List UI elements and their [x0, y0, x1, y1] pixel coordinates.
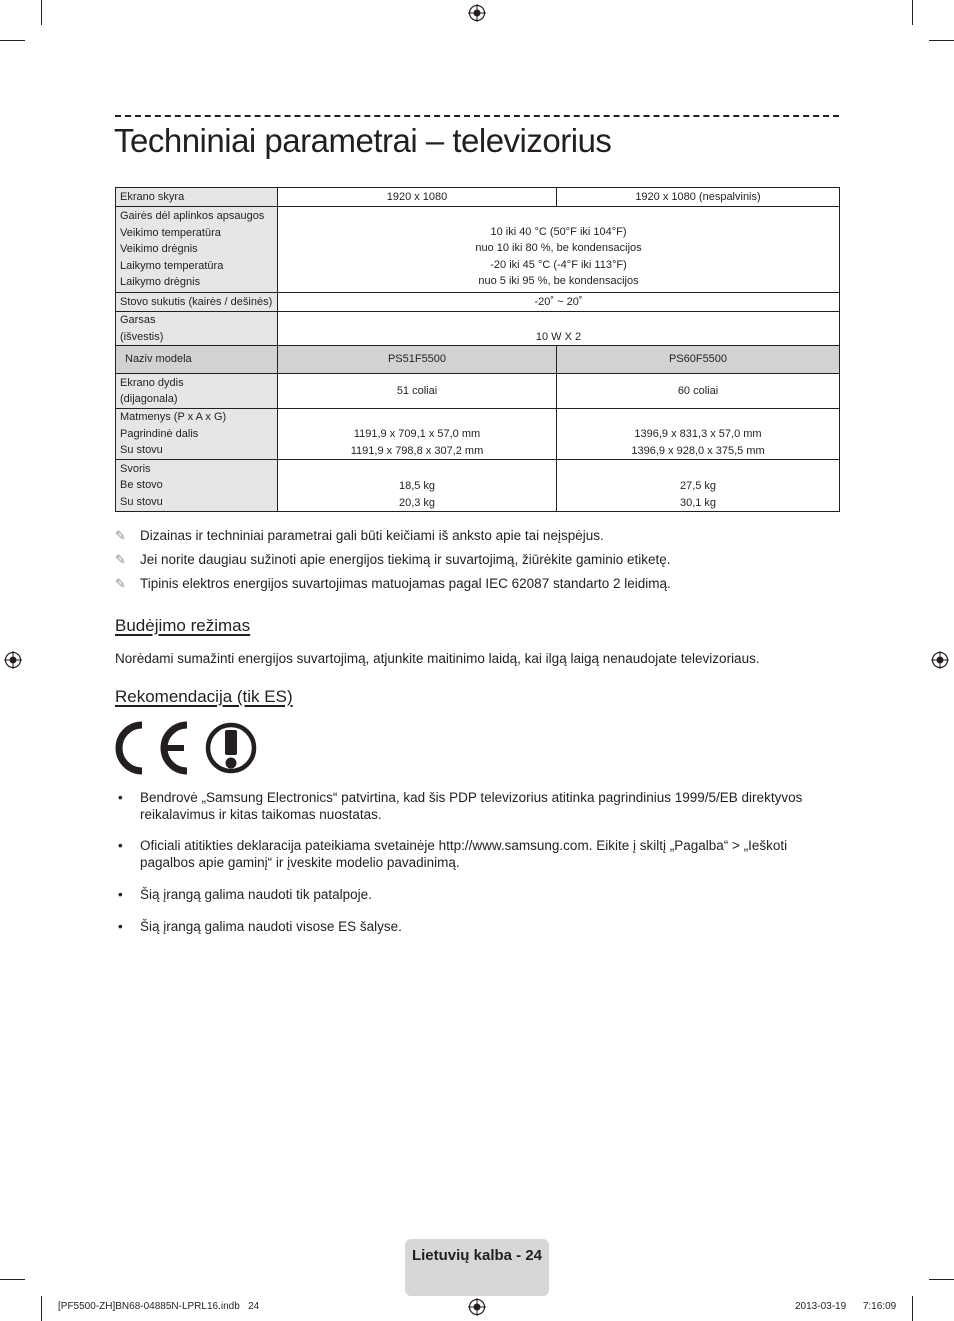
list-item-line: reikalavimus ir kitas taikomas nuostatas. — [140, 807, 382, 822]
list-item — [115, 918, 839, 935]
spec-value: 1396,9 x 831,3 x 57,0 mm — [634, 428, 762, 440]
spec-label-group — [116, 374, 278, 409]
note-item — [115, 527, 839, 551]
title-rule — [115, 115, 839, 117]
crop-mark-top-left-h — [0, 40, 25, 41]
spec-label: Su stovu — [120, 444, 163, 457]
bullet-symbol: • — [118, 919, 123, 934]
file-info: [PF5500-ZH]BN68-04885N-LPRL16.indb 24 — [58, 1301, 260, 1312]
spec-label: Garsas — [120, 314, 156, 326]
spec-label: Be stovo — [120, 479, 163, 492]
print-timestamp: 2013-03-19 7:16:09 — [795, 1301, 897, 1312]
spec-value: 1920 x 1080 — [278, 188, 557, 207]
table-row — [116, 207, 840, 293]
table-row — [116, 460, 840, 512]
spec-label: Laikymo drėgnis — [120, 276, 201, 289]
crop-mark-bottom-left-h — [0, 1279, 25, 1280]
spec-value: 60 coliai — [557, 374, 840, 409]
registration-mark-icon — [931, 651, 949, 669]
spec-label: Ekrano skyra — [116, 188, 278, 207]
spec-value — [278, 312, 840, 346]
table-row — [116, 374, 840, 409]
spec-label-group — [116, 460, 278, 512]
crop-mark-top-right-v — [912, 0, 913, 25]
spec-label-group — [116, 409, 278, 460]
spec-value: 10 iki 40 °C (50°F iki 104°F) — [490, 225, 627, 238]
model-name: PS51F5500 — [278, 346, 557, 374]
list-item-line: Šią įrangą galima naudoti tik patalpoje. — [140, 887, 372, 902]
list-item-line: Bendrovė „Samsung Electronics“ patvirtina, kad šis PDP televizorius atitinka pagrindinius 1999/5/EB direktyvos — [140, 790, 803, 805]
bullet-symbol: • — [118, 887, 123, 902]
spec-label: (dijagonala) — [120, 393, 178, 405]
spec-value-group — [278, 207, 840, 293]
note-item — [115, 575, 839, 599]
pencil-note-icon: ✎ — [115, 528, 126, 543]
spec-value: 27,5 kg — [679, 480, 717, 492]
spec-label-group — [116, 207, 278, 293]
crop-mark-bottom-left-v — [41, 1296, 42, 1321]
pencil-note-icon: ✎ — [115, 576, 126, 591]
note-item — [115, 551, 839, 575]
spec-value-group — [557, 409, 840, 460]
spec-label: Veikimo temperatūra — [120, 226, 221, 239]
list-item-text — [140, 789, 830, 823]
note-text: Tipinis elektros energijos suvartojimas matuojamas pagal IEC 62087 standarto 2 leidimą. — [140, 576, 671, 591]
crop-mark-bottom-right-v — [912, 1296, 913, 1321]
standby-text: Norėdami sumažinti energijos suvartojimą, atjunkite maitinimo laidą, kai ilgą laigą nenaudojate televizoriaus. — [115, 651, 760, 666]
ce-mark-icon — [114, 721, 260, 775]
list-item-line: Oficiali atitikties deklaracija pateikiama svetainėje http://www.samsung.com. Eikite į skiltį „Pagalba“ > „Ieškoti — [140, 838, 788, 853]
spec-value: 1191,9 x 798,8 x 307,2 mm — [350, 444, 484, 457]
spec-value: 18,5 kg — [398, 480, 436, 492]
recommendation-heading: Rekomendacija (tik ES) — [115, 687, 293, 706]
spec-value-group — [278, 460, 557, 512]
table-row — [116, 188, 840, 207]
spec-value: 1396,9 x 928,0 x 375,5 mm — [631, 444, 765, 457]
list-item — [115, 886, 839, 903]
spec-value: 1920 x 1080 (nespalvinis) — [557, 188, 840, 207]
spec-value: 1191,9 x 709,1 x 57,0 mm — [353, 428, 481, 440]
list-item-line: Šią įrangą galima naudoti visose ES šalyse. — [140, 919, 402, 934]
spec-value: 20,3 kg — [398, 496, 436, 509]
spec-label: Matmenys (P x A x G) — [120, 411, 227, 424]
pencil-note-icon: ✎ — [115, 552, 126, 567]
spec-label: Ekrano dydis — [120, 376, 184, 389]
crop-mark-top-left-v — [41, 0, 42, 25]
list-item-line: pagalbos apie gaminį“ ir įveskite modelio pavadinimą. — [140, 855, 460, 870]
spec-label: (išvestis) — [120, 330, 164, 343]
spec-value: 30,1 kg — [679, 496, 717, 509]
note-text: Jei norite daugiau sužinoti apie energijos tiekimą ir suvartojimą, žiūrėkite gaminio etiketę. — [140, 552, 671, 567]
registration-mark-icon — [4, 651, 22, 669]
table-row — [116, 312, 840, 346]
page-title: Techniniai parametrai – televizorius — [114, 122, 612, 159]
spec-value-text: 10 W X 2 — [535, 330, 582, 343]
spec-value: nuo 10 iki 80 %, be kondensacijos — [475, 242, 642, 254]
list-item-text — [140, 886, 830, 903]
table-row — [116, 409, 840, 460]
spec-value: -20 iki 45 °C (-4°F iki 113°F) — [490, 258, 627, 271]
page-number-label: Lietuvių kalba - 24 — [411, 1247, 543, 1264]
spec-label: Gairės dėl aplinkos apsaugos — [120, 210, 265, 223]
crop-mark-bottom-right-h — [929, 1279, 954, 1280]
spec-label: Svoris — [120, 462, 151, 475]
model-name: PS60F5500 — [557, 346, 840, 374]
spec-value-group — [557, 460, 840, 512]
bullet-symbol: • — [118, 838, 123, 853]
note-text: Dizainas ir techniniai parametrai gali būti keičiami iš anksto apie tai neįspėjus. — [140, 528, 604, 543]
spec-label: Laikymo temperatūra — [120, 259, 224, 272]
page-number-badge — [405, 1239, 549, 1296]
spec-label: Stovo sukutis (kairės / dešinės) — [116, 293, 278, 312]
registration-mark-icon — [468, 1298, 486, 1316]
spec-label: Su stovu — [120, 495, 163, 508]
spec-value-group — [278, 409, 557, 460]
model-label: Naziv modela — [116, 346, 278, 374]
spec-value: nuo 5 iki 95 %, be kondensacijos — [478, 275, 639, 287]
standby-heading: Budėjimo režimas — [115, 616, 251, 635]
table-row — [116, 293, 840, 312]
list-item — [115, 837, 839, 871]
registration-mark-icon — [468, 4, 486, 22]
spec-label: Pagrindinė dalis — [120, 427, 199, 440]
bullet-symbol: • — [118, 790, 123, 805]
spec-value: 51 coliai — [278, 374, 557, 409]
list-item — [115, 789, 839, 823]
notes-list — [115, 527, 839, 599]
crop-mark-top-right-h — [929, 40, 954, 41]
spec-label: Veikimo drėgnis — [120, 243, 198, 256]
spec-label-group — [116, 312, 278, 346]
list-item-text — [140, 918, 830, 935]
spec-table — [115, 187, 840, 512]
spec-value: -20˚ ~ 20˚ — [278, 293, 840, 312]
list-item-text — [140, 837, 830, 871]
table-row — [116, 346, 840, 374]
